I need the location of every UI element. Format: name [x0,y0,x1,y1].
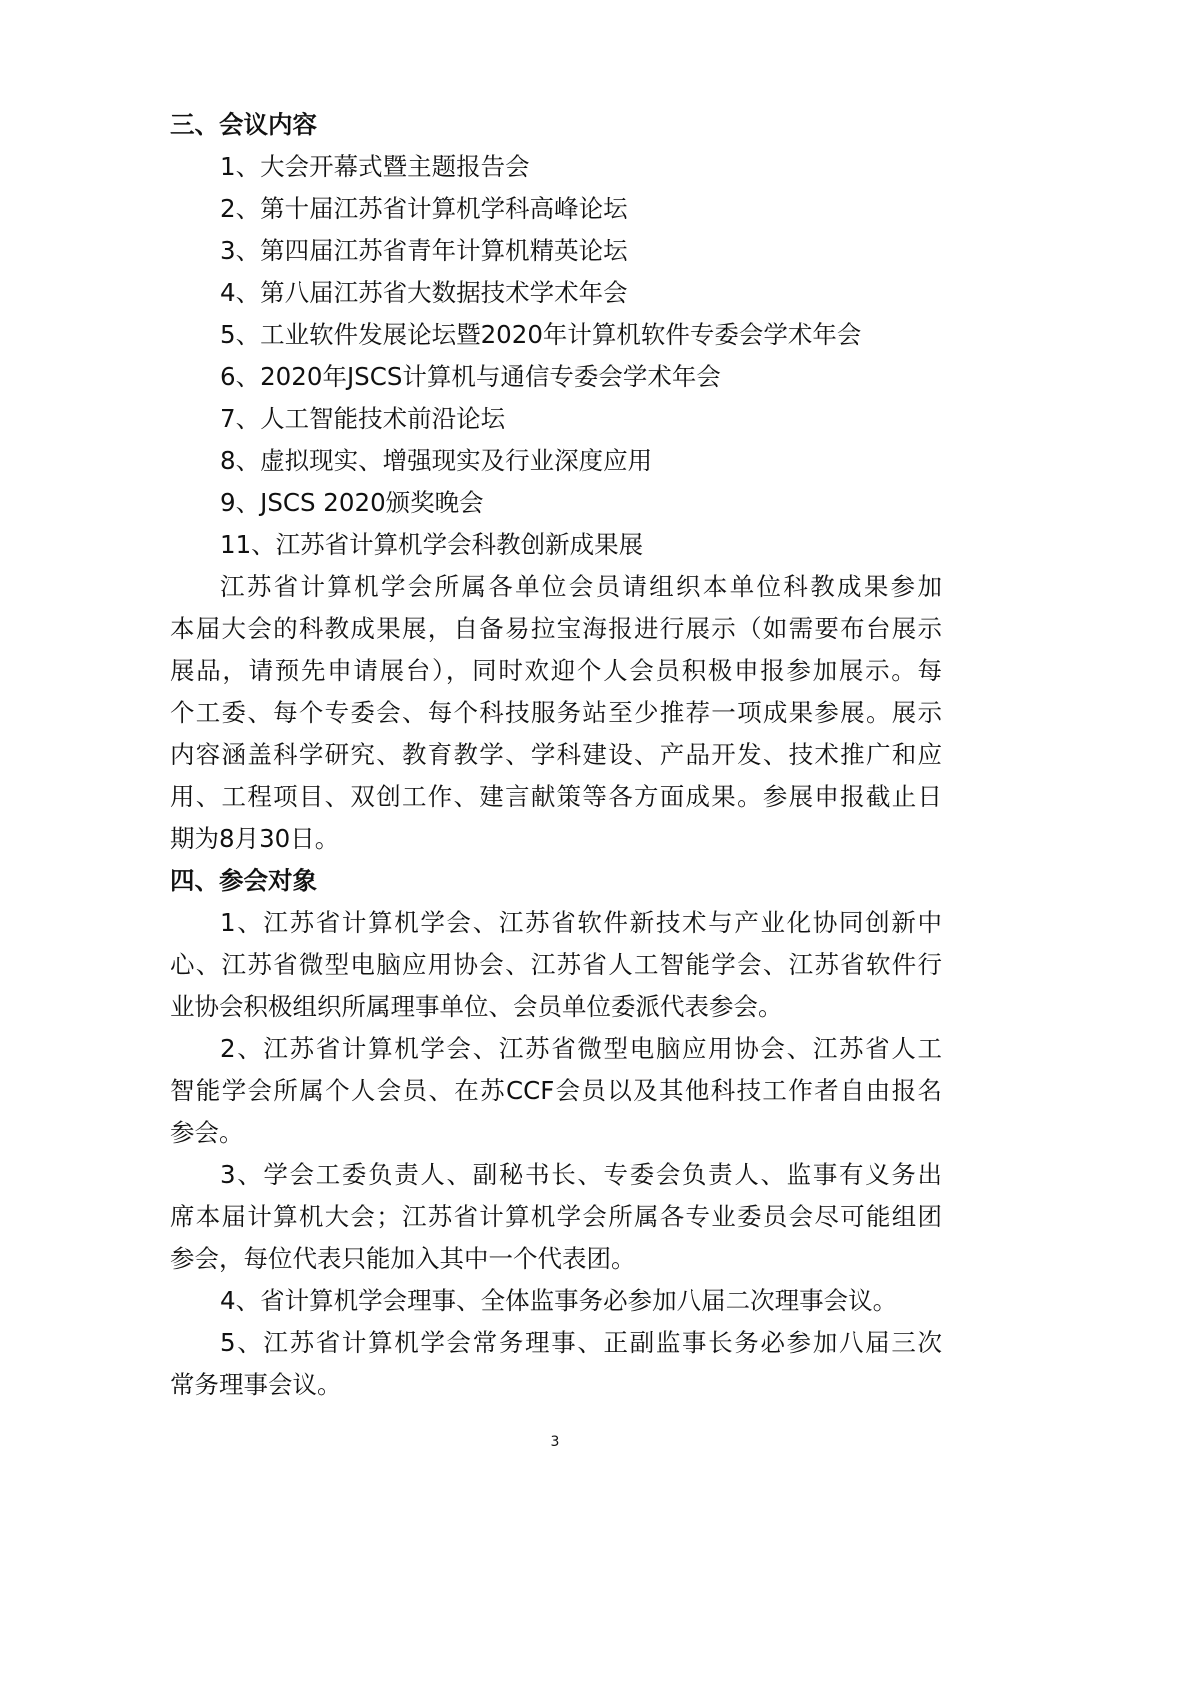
paragraph-line: 常务理事会议。 [170,1370,342,1399]
paragraph-line: 5、江苏省计算机学会常务理事、正副监事长务必参加八届三次 [220,1328,942,1357]
attendee-item-1 [170,902,942,1028]
list-item: 8、虚拟现实、增强现实及行业深度应用 [220,446,653,475]
list-item: 2、第十届江苏省计算机学科高峰论坛 [220,194,628,223]
paragraph-line: 席本届计算机大会；江苏省计算机学会所属各专业委员会尽可能组团 [170,1202,942,1231]
attendee-item-5 [170,1322,942,1406]
list-item: 4、第八届江苏省大数据技术学术年会 [220,278,628,307]
paragraph-line: 1、江苏省计算机学会、江苏省软件新技术与产业化协同创新中 [220,908,942,937]
paragraph-line: 参会。 [170,1118,244,1147]
list-item: 11、江苏省计算机学会科教创新成果展 [220,530,644,559]
section-4-heading: 四、参会对象 [170,866,317,895]
paragraph-line: 期为8月30日。 [170,824,340,853]
paragraph-line: 业协会积极组织所属理事单位、会员单位委派代表参会。 [170,992,783,1021]
list-item: 5、工业软件发展论坛暨2020年计算机软件专委会学术年会 [220,320,862,349]
document-body [170,104,942,1406]
paragraph-line: 用、工程项目、双创工作、建言献策等各方面成果。参展申报截止日 [170,782,942,811]
paragraph-line: 本届大会的科教成果展，自备易拉宝海报进行展示（如需要布台展示 [170,614,942,643]
section-3-heading: 三、会议内容 [170,110,317,139]
paragraph-line: 展品，请预先申请展台），同时欢迎个人会员积极申报参加展示。每 [170,656,942,685]
list-item: 9、JSCS 2020颁奖晚会 [220,488,484,517]
list-item: 3、第四届江苏省青年计算机精英论坛 [220,236,628,265]
paragraph-line: 2、江苏省计算机学会、江苏省微型电脑应用协会、江苏省人工 [220,1034,942,1063]
paragraph-line: 4、省计算机学会理事、全体监事务必参加八届二次理事会议。 [220,1286,898,1315]
exhibition-paragraph [170,566,942,860]
list-item: 7、人工智能技术前沿论坛 [220,404,506,433]
list-item: 1、大会开幕式暨主题报告会 [220,152,530,181]
paragraph-line: 江苏省计算机学会所属各单位会员请组织本单位科教成果参加 [220,572,942,601]
paragraph-line: 心、江苏省微型电脑应用协会、江苏省人工智能学会、江苏省软件行 [170,950,942,979]
paragraph-line: 个工委、每个专委会、每个科技服务站至少推荐一项成果参展。展示 [170,698,942,727]
paragraph-line: 3、学会工委负责人、副秘书长、专委会负责人、监事有义务出 [220,1160,942,1189]
attendee-item-4 [170,1280,942,1322]
list-item: 6、2020年JSCS计算机与通信专委会学术年会 [220,362,721,391]
paragraph-line: 参会，每位代表只能加入其中一个代表团。 [170,1244,636,1273]
paragraph-line: 内容涵盖科学研究、教育教学、学科建设、产品开发、技术推广和应 [170,740,942,769]
attendee-item-3 [170,1154,942,1280]
page-number: 3 [550,1434,560,1450]
attendee-item-2 [170,1028,942,1154]
paragraph-line: 智能学会所属个人会员、在苏CCF会员以及其他科技工作者自由报名 [170,1076,942,1105]
